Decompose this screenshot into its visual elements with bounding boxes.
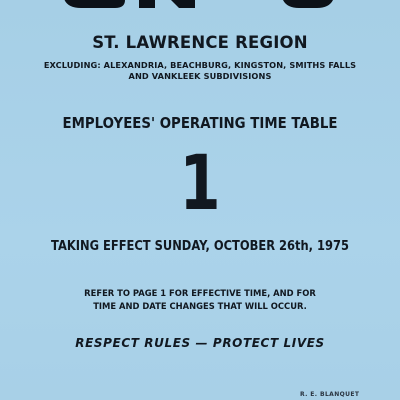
effective-date: TAKING EFFECT SUNDAY, OCTOBER 26th, 1975 xyxy=(51,238,349,254)
safety-slogan: RESPECT RULES — PROTECT LIVES xyxy=(75,336,325,350)
refer-note-line-2: TIME AND DATE CHANGES THAT WILL OCCUR. xyxy=(93,301,307,311)
region-title: ST. LAWRENCE REGION xyxy=(92,33,308,52)
cn-logo-icon xyxy=(55,0,345,14)
timetable-title: EMPLOYEES' OPERATING TIME TABLE xyxy=(62,114,338,132)
refer-note-line-1: REFER TO PAGE 1 FOR EFFECTIVE TIME, AND FOR xyxy=(84,288,316,298)
timetable-number: 1 xyxy=(179,138,221,227)
signature-text: R. E. BLANQUET xyxy=(300,391,360,398)
exclusion-line-2: AND VANKLEEK SUBDIVISIONS xyxy=(128,71,272,81)
exclusion-line-1: EXCLUDING: ALEXANDRIA, BEACHBURG, KINGSTON, SMITHS FALLS xyxy=(43,60,357,70)
